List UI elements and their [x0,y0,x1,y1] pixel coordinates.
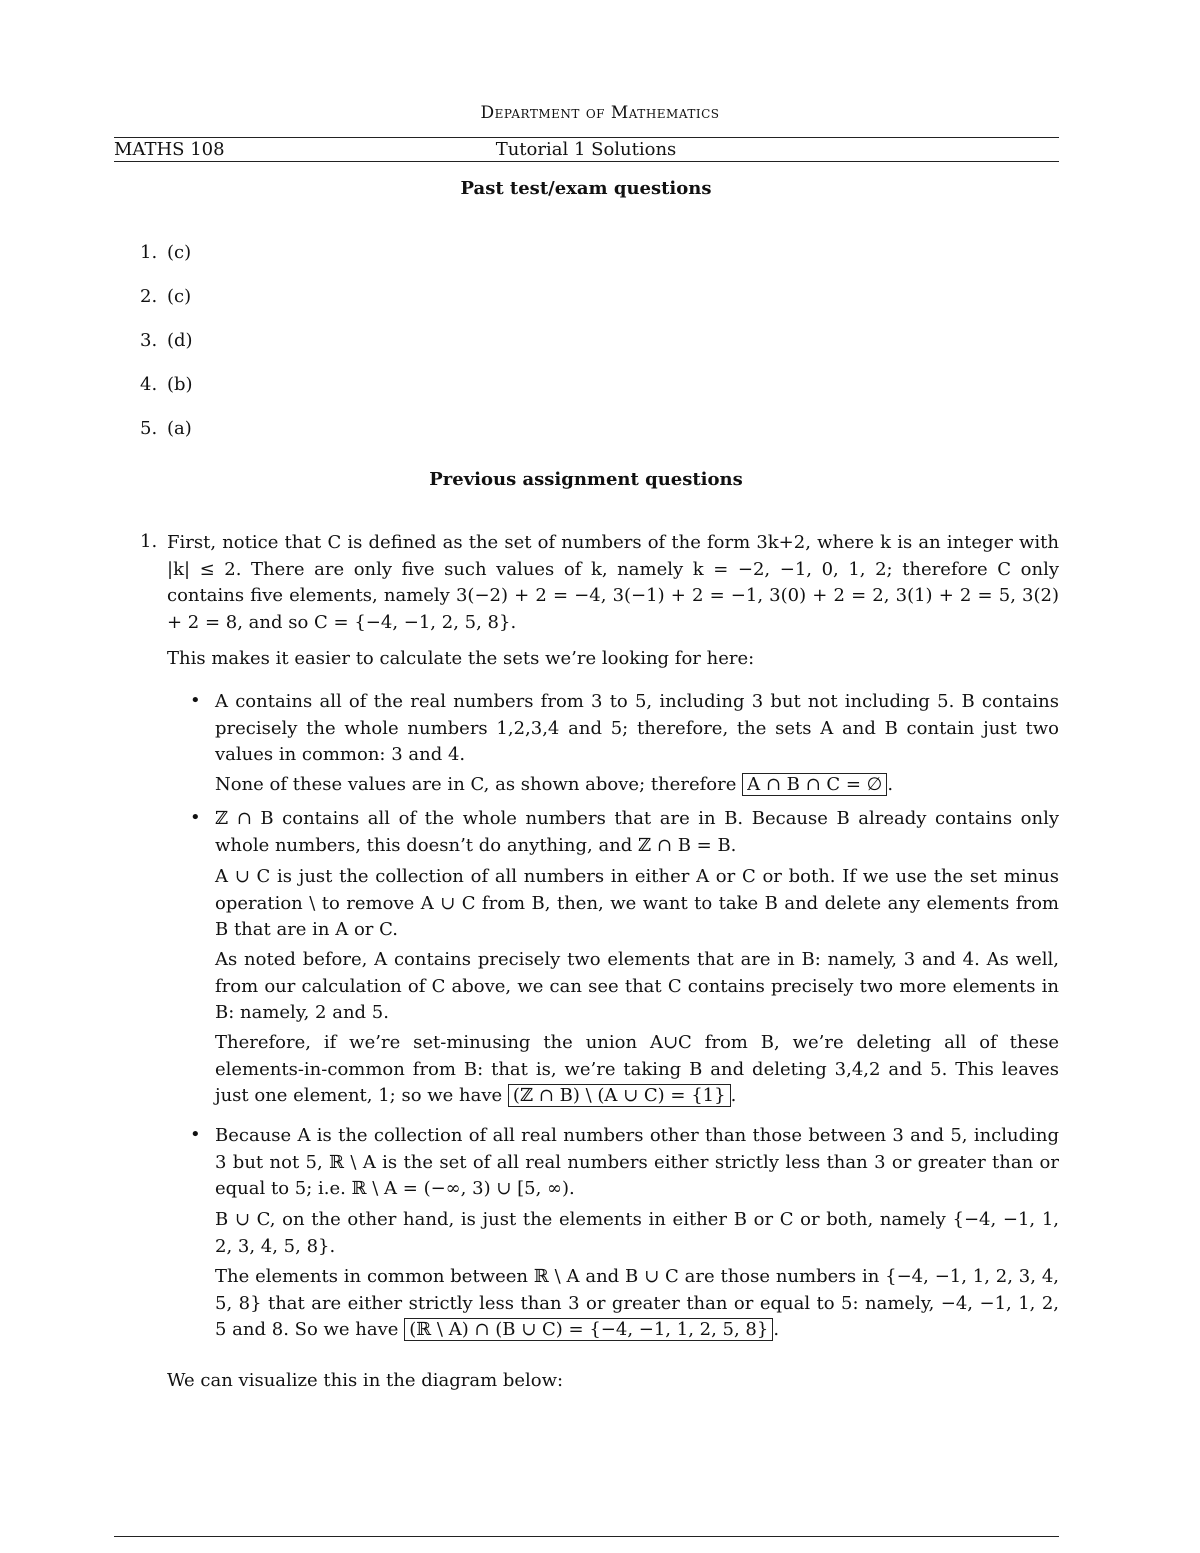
answer-item [140,374,193,395]
bullet-2-conclusion-text: Therefore, if we’re set-minusing the union A∪C from B, we’re deleting all of these elements-in-common from B: that is, we’re taking B and deleting 3,4,2 and 5. This leaves just one element, 1; so we have [215,1032,1059,1106]
header-rule-bottom [114,161,1059,162]
answer-item [140,242,191,263]
answer-item [140,286,191,307]
boxed-result: (ℝ \ A) ∩ (B ∪ C) = {−4, −1, 1, 2, 5, 8} [404,1318,773,1341]
answer-value: (b) [167,374,193,395]
bullet-2-text: ℤ ∩ B contains all of the whole numbers that are in B. Because B already contains only whole numbers, this doesn’t do anything, and ℤ ∩ B = B. [215,808,1059,856]
bullet-icon: • [190,1124,201,1145]
answer-number: 2. [140,286,158,307]
department-heading: Department of Mathematics [480,103,720,123]
bullet-1-text: A contains all of the real numbers from 3 to 5, including 3 but not including 5. B contains precisely the whole numbers 1,2,3,4 and 5; therefore, the sets A and B contain just two values in common: 3 and 4. [215,691,1059,765]
answer-item [140,418,192,439]
question-number: 1. [140,531,158,552]
bullet-icon: • [190,690,201,711]
answer-value: (c) [167,286,192,307]
answer-value: (a) [167,418,192,439]
answer-number: 4. [140,374,158,395]
period: . [773,1319,780,1340]
course-code: MATHS 108 [114,139,225,160]
bullet-2-conclusion [215,1030,1059,1110]
boxed-result: (ℤ ∩ B) \ (A ∪ C) = {1} [508,1084,731,1107]
past-questions-title: Past test/exam questions [460,178,712,199]
bullet-3-conclusion [215,1264,1059,1344]
closing-line: We can visualize this in the diagram below: [167,1370,564,1391]
bullet-3-text: Because A is the collection of all real numbers other than those between 3 and 5, including 3 but not 5, ℝ \ A is the set of all real numbers either strictly less than 3 or greater than or equal to 5; i.e. ℝ \ A = (−∞, 3) ∪ [5, ∞). [215,1125,1059,1199]
answer-value: (d) [167,330,193,351]
assignment-questions-title: Previous assignment questions [429,469,743,490]
footer-rule [114,1536,1059,1537]
question-1-lead: This makes it easier to calculate the sets we’re looking for here: [167,648,755,669]
document-title: Tutorial 1 Solutions [495,139,677,160]
answer-number: 5. [140,418,158,439]
period: . [730,1085,737,1106]
bullet-2-noted: As noted before, A contains precisely two elements that are in B: namely, 3 and 4. As well, from our calculation of C above, we can see that C contains precisely two more elements in B: namely, 2 and 5. [215,949,1059,1023]
bullet-1-conclusion-text: None of these values are in C, as shown above; therefore [215,774,737,795]
answer-number: 3. [140,330,158,351]
header-rule-top [114,137,1059,138]
bullet-icon: • [190,807,201,828]
period: . [887,774,894,795]
answer-value: (c) [167,242,192,263]
bullet-3-union: B ∪ C, on the other hand, is just the elements in either B or C or both, namely {−4, −1, 1, 2, 3, 4, 5, 8}. [215,1209,1059,1257]
question-1-intro: First, notice that C is defined as the set of numbers of the form 3k+2, where k is an integer with |k| ≤ 2. There are only five such values of k, namely k = −2, −1, 0, 1, 2; therefore C only contains five elements, namely 3(−2) + 2 = −4, 3(−1) + 2 = −1, 3(0) + 2 = 2, 3(1) + 2 = 5, 3(2) + 2 = 8, and so C = {−4, −1, 2, 5, 8}. [167,532,1059,633]
bullet-3-conclusion-text: The elements in common between ℝ \ A and B ∪ C are those numbers in {−4, −1, 1, 2, 3, 4, 5, 8} that are either strictly less than 3 or greater than or equal to 5: namely, −4, −1, 1, 2, 5 and 8. So we have [215,1266,1059,1340]
answer-item [140,330,193,351]
bullet-2-union: A ∪ C is just the collection of all numbers in either A or C or both. If we use the set minus operation \ to remove A ∪ C from B, then, we want to take B and delete any elements from B that are in A or C. [215,866,1059,940]
answer-number: 1. [140,242,158,263]
bullet-1-conclusion [215,772,1059,799]
boxed-result: A ∩ B ∩ C = ∅ [742,773,887,796]
